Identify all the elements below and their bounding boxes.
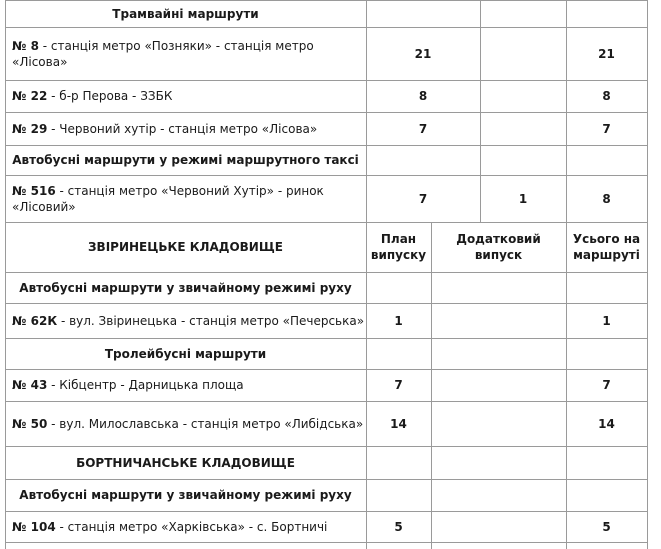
plan-count: 7 bbox=[418, 191, 428, 206]
extra-count bbox=[431, 303, 566, 338]
table-gridline bbox=[366, 0, 367, 222]
group-heading: Автобусні маршрути у режимі маршрутного таксі bbox=[12, 153, 359, 167]
column-header-plan bbox=[366, 446, 431, 479]
total-count: 7 bbox=[602, 121, 611, 136]
route-name: - б-р Перова - ЗЗБК bbox=[47, 89, 173, 103]
group-heading: Автобусні маршрути у звичайному режимі руху bbox=[19, 488, 352, 502]
route-number: № 516 bbox=[12, 183, 56, 198]
route-name: - станція метро «Червоний Хутір» - ринок «Лісовий» bbox=[12, 183, 324, 214]
extra-count: 1 bbox=[518, 191, 528, 206]
route-description bbox=[12, 121, 317, 137]
column-header-extra bbox=[431, 446, 566, 479]
route-description bbox=[12, 519, 327, 535]
extra-count bbox=[431, 369, 566, 401]
route-number: № 29 bbox=[12, 121, 48, 136]
route-description bbox=[12, 38, 366, 70]
route-number: № 43 bbox=[12, 378, 48, 392]
cemetery-heading: БОРТНИЧАНСЬКЕ КЛАДОВИЩЕ bbox=[76, 455, 295, 470]
table-gridline bbox=[480, 0, 481, 222]
table-gridline bbox=[5, 542, 647, 543]
table-gridline bbox=[5, 145, 647, 146]
route-name: - Червоний хутір - станція метро «Лісова» bbox=[47, 121, 318, 136]
route-description bbox=[12, 88, 172, 104]
total-count: 21 bbox=[598, 46, 615, 61]
table-gridline bbox=[5, 369, 647, 370]
table-gridline bbox=[5, 401, 647, 402]
extra-count bbox=[480, 80, 566, 112]
table-gridline bbox=[5, 511, 647, 512]
route-name-cell bbox=[5, 27, 366, 80]
route-number: № 8 bbox=[12, 38, 39, 53]
route-description bbox=[12, 377, 244, 393]
route-name: - станція метро «Позняки» - станція метро «Лісова» bbox=[12, 38, 314, 69]
total-count: 5 bbox=[602, 519, 611, 534]
route-number: № 50 bbox=[12, 416, 48, 431]
plan-count: 1 bbox=[394, 313, 403, 328]
route-name: - вул. Милославська - станція метро «Либідська» bbox=[47, 416, 364, 431]
total-count: 7 bbox=[602, 378, 611, 392]
plan-count: 8 bbox=[418, 89, 428, 103]
column-header-total bbox=[566, 446, 647, 479]
table-gridline bbox=[5, 446, 647, 447]
total-count: 8 bbox=[602, 89, 611, 103]
table-gridline bbox=[566, 0, 567, 222]
group-heading: Тролейбусні маршрути bbox=[104, 346, 267, 361]
plan-count: 7 bbox=[394, 378, 403, 392]
route-name: - Кібцентр - Дарницька площа bbox=[47, 378, 244, 392]
extra-count bbox=[480, 112, 566, 145]
cemetery-heading: ЗВІРИНЕЦЬКЕ КЛАДОВИЩЕ bbox=[88, 240, 283, 254]
extra-count bbox=[431, 401, 566, 446]
table-gridline bbox=[5, 338, 647, 339]
plan-count: 14 bbox=[390, 416, 407, 431]
route-number: № 62К bbox=[12, 313, 58, 328]
route-number: № 22 bbox=[12, 89, 48, 103]
plan-count: 7 bbox=[418, 121, 428, 136]
total-count: 14 bbox=[598, 416, 615, 431]
table-gridline bbox=[5, 175, 647, 176]
extra-count bbox=[431, 511, 566, 542]
route-description bbox=[12, 416, 363, 432]
route-name-cell bbox=[5, 175, 366, 222]
table-gridline bbox=[647, 0, 648, 549]
table-gridline bbox=[5, 27, 647, 28]
table-gridline bbox=[5, 112, 647, 113]
route-name: - станція метро «Харківська» - с. Бортничі bbox=[55, 519, 328, 534]
table-gridline bbox=[5, 222, 647, 223]
route-name-cell bbox=[5, 401, 366, 446]
column-header-total: Усього на маршруті bbox=[572, 232, 641, 262]
route-name-cell bbox=[5, 511, 366, 542]
plan-count: 21 bbox=[414, 46, 432, 61]
route-name-cell bbox=[5, 369, 366, 401]
plan-count: 5 bbox=[394, 519, 403, 534]
column-header-extra: Додатковий випуск bbox=[456, 232, 541, 262]
total-count: 8 bbox=[602, 191, 611, 206]
table-gridline bbox=[5, 0, 647, 1]
table-gridline bbox=[366, 222, 367, 549]
table-gridline bbox=[566, 222, 567, 549]
column-header-plan: План випуску bbox=[370, 232, 427, 262]
route-description bbox=[12, 183, 366, 215]
route-description bbox=[12, 313, 364, 329]
route-name: - вул. Звіринецька - станція метро «Печерська» bbox=[57, 313, 365, 328]
table-gridline bbox=[431, 222, 432, 549]
table-gridline bbox=[5, 272, 647, 273]
table-gridline bbox=[5, 0, 6, 549]
table-gridline bbox=[5, 80, 647, 81]
route-name-cell bbox=[5, 303, 366, 338]
table-gridline bbox=[5, 479, 647, 480]
table-gridline bbox=[5, 303, 647, 304]
route-name-cell bbox=[5, 112, 366, 145]
group-heading: Автобусні маршрути у звичайному режимі руху bbox=[19, 280, 352, 295]
route-number: № 104 bbox=[12, 519, 56, 534]
total-count: 1 bbox=[602, 313, 611, 328]
route-name-cell bbox=[5, 80, 366, 112]
extra-count bbox=[480, 27, 566, 80]
group-heading: Трамвайні маршрути bbox=[112, 6, 259, 21]
